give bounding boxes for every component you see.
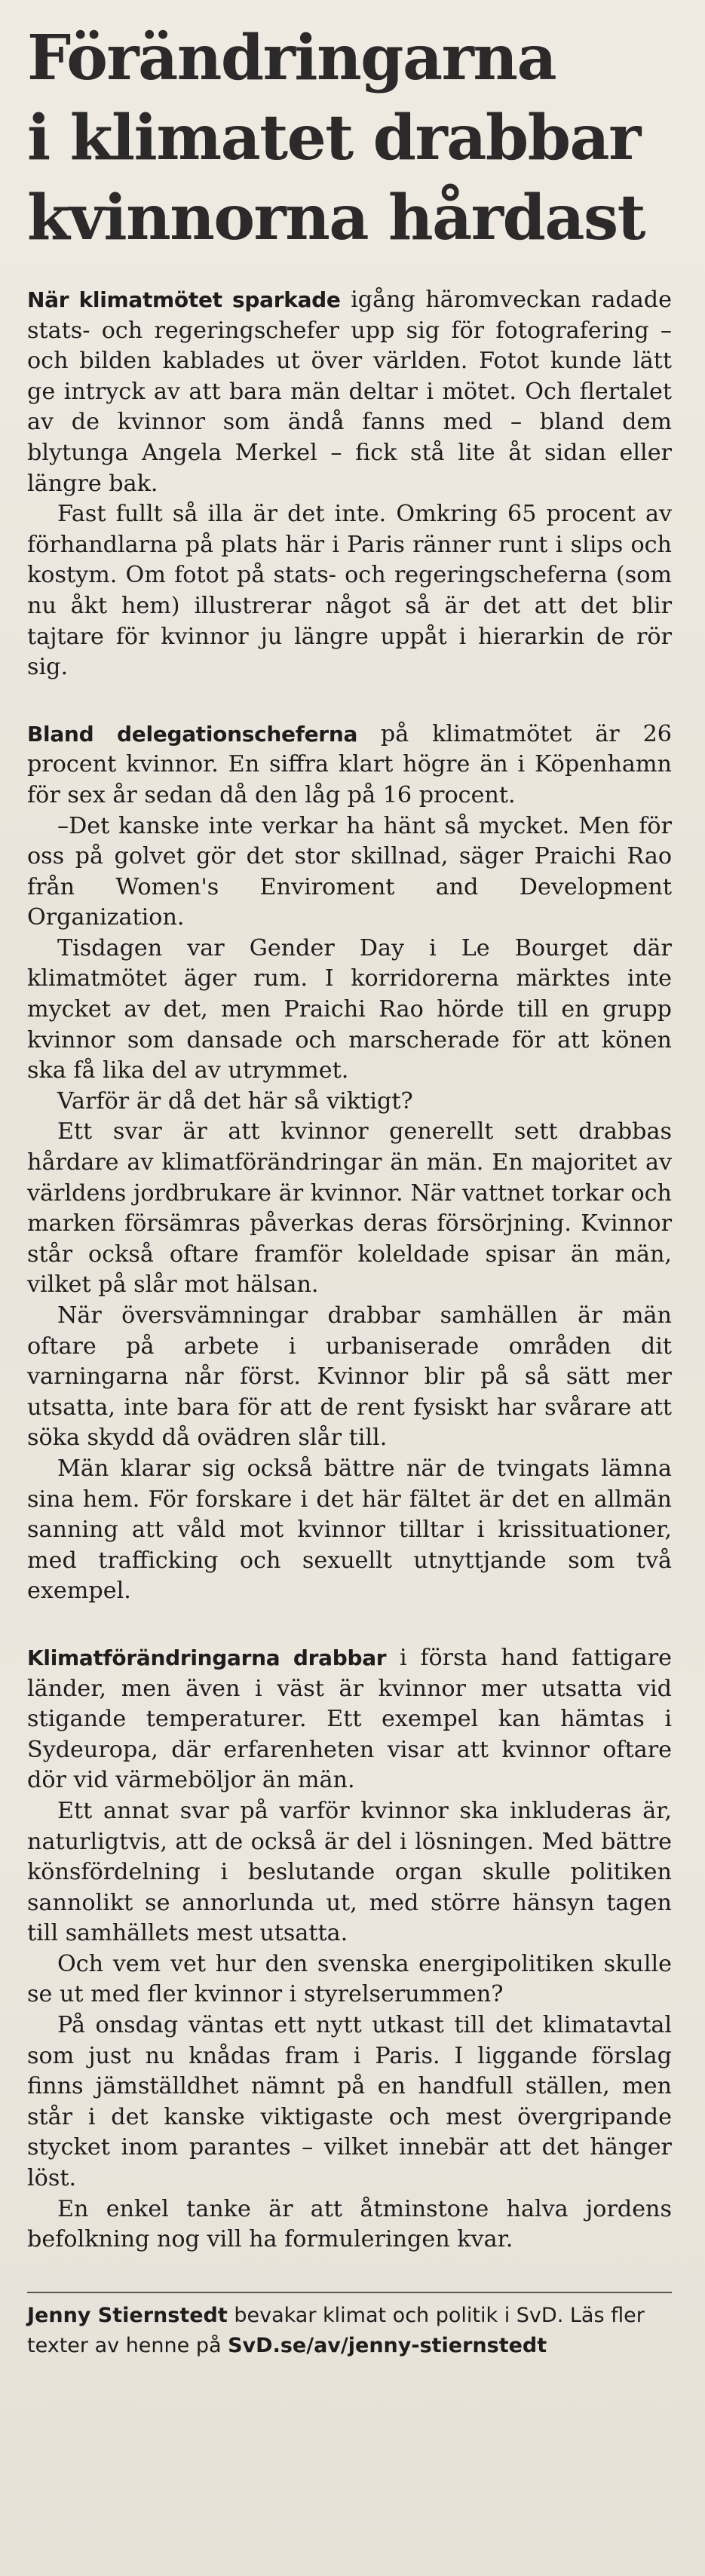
article-section [27,1643,672,2256]
headline-line-2: i klimatet drabbar [27,102,640,174]
paragraph-lead: Klimatförändringarna drabbar [27,1645,387,1670]
paragraph [27,811,672,934]
paragraph-text: Varför är då det här så viktigt? [57,1087,413,1115]
signature-divider [27,2292,672,2293]
paragraph-text: –Det kanske inte verkar ha hänt så mycket. Men för oss på golvet gör det stor skillnad, säger Praichi Rao från Women's Enviroment and Development Organization. [27,812,672,931]
paragraph [27,719,672,811]
paragraph-text: Män klarar sig också bättre när de tvingats lämna sina hem. För forskare i det här fältet är det en allmän sanning att våld mot kvinnor tilltar i krissituationer, med trafficking och sexuellt utnyttjande som två exempel. [27,1455,672,1605]
paragraph [27,499,672,683]
paragraph [27,934,672,1087]
paragraph-text: En enkel tanke är att åtminstone halva jordens befolkning nog vill ha formuleringen kvar. [27,2195,672,2253]
paragraph [27,1949,672,2010]
author-link[interactable]: SvD.se/av/jenny-stiernstedt [228,2333,547,2357]
paragraph-text: Ett annat svar på varför kvinnor ska inkluderas är, naturligtvis, att de också är del i lösningen. Med bättre könsfördelning i beslutande organ skulle politiken sannolikt se annorlunda ut, med större hänsyn tagen till samhällets mest utsatta. [27,1797,672,1947]
article-section [27,719,672,1607]
paragraph-text: Ett svar är att kvinnor generellt sett drabbas hårdare av klimatförändringar än män. En majoritet av världens jordbrukare är kvinnor. När vattnet torkar och marken försämras påverkas deras försörjning. Kvinnor står också oftare framför koleldade spisar än män, vilket på slår mot hälsan. [27,1118,672,1299]
paragraph-text: igång häromveckan radade stats- och regeringschefer upp sig för fotografering – och bilden kablades ut över världen. Fotot kunde lätt ge intryck av att bara män deltar i mötet. Och flertalet av de kvinnor som ändå fanns med – bland dem blytunga Angela Merkel – fick stå lite åt sidan eller längre bak. [27,287,672,497]
headline-line-1: Förändringarna [27,22,556,94]
article-body [27,285,672,2256]
headline-line-3: kvinnorna hårdast [27,182,645,254]
paragraph-text: Tisdagen var Gender Day i Le Bourget där klimatmötet äger rum. I korridorerna märktes inte mycket av det, men Praichi Rao hörde till en grupp kvinnor som dansade och marscherade för att könen ska få lika del av utrymmet. [27,934,672,1084]
paragraph-text: i första hand fattigare länder, men även i väst är kvinnor mer utsatta vid stigande temperaturer. Ett exempel kan hämtas i Sydeuropa, där erfarenheten visar att kvinnor oftare dör vid värmeböljor än män. [27,1644,672,1794]
article-section [27,285,672,683]
paragraph-text: Och vem vet hur den svenska energipolitiken skulle se ut med fler kvinnor i styrelserummen? [27,1950,672,2008]
headline [27,18,672,258]
paragraph-text: När översvämningar drabbar samhällen är män oftare på arbete i urbaniserade områden dit varningarna når först. Kvinnor blir på så sätt mer utsatta, inte bara för att de rent fysiskt har svårare att söka skydd då ovädren slår till. [27,1302,672,1452]
paragraph [27,1643,672,1796]
author-signature [27,2301,672,2361]
paragraph [27,1454,672,1607]
paragraph-lead: Bland delegationscheferna [27,721,358,747]
paragraph-text: Fast fullt så illa är det inte. Omkring 65 procent av förhandlarna på plats här i Paris ränner runt i slips och kostym. Om fotot på stats- och regeringscheferna (som nu åkt hem) illustrerar något så är det att det blir tajtare för kvinnor ju längre uppåt i hierarkin de rör sig. [27,501,672,681]
paragraph [27,1796,672,1949]
paragraph-text: På onsdag väntas ett nytt utkast till det klimatavtal som just nu knådas fram i Paris. I liggande förslag finns jämställdhet nämnt på en handfull ställen, men står i det kanske viktigaste och mest övergripande stycket inom parantes – vilket innebär att det hänger löst. [27,2012,672,2192]
paragraph [27,285,672,499]
author-name: Jenny Stiernstedt [27,2303,228,2327]
paragraph [27,1087,672,1118]
paragraph-lead: När klimatmötet sparkade [27,287,341,312]
paragraph [27,1301,672,1454]
paragraph [27,2194,672,2256]
paragraph-text: på klimatmötet är 26 procent kvinnor. En siffra klart högre än i Köpenhamn för sex år sedan då den låg på 16 procent. [27,720,672,808]
author-bio: bevakar klimat och politik i SvD. Läs fler texter av henne på [27,2303,645,2357]
paragraph [27,1117,672,1301]
paragraph [27,2010,672,2194]
